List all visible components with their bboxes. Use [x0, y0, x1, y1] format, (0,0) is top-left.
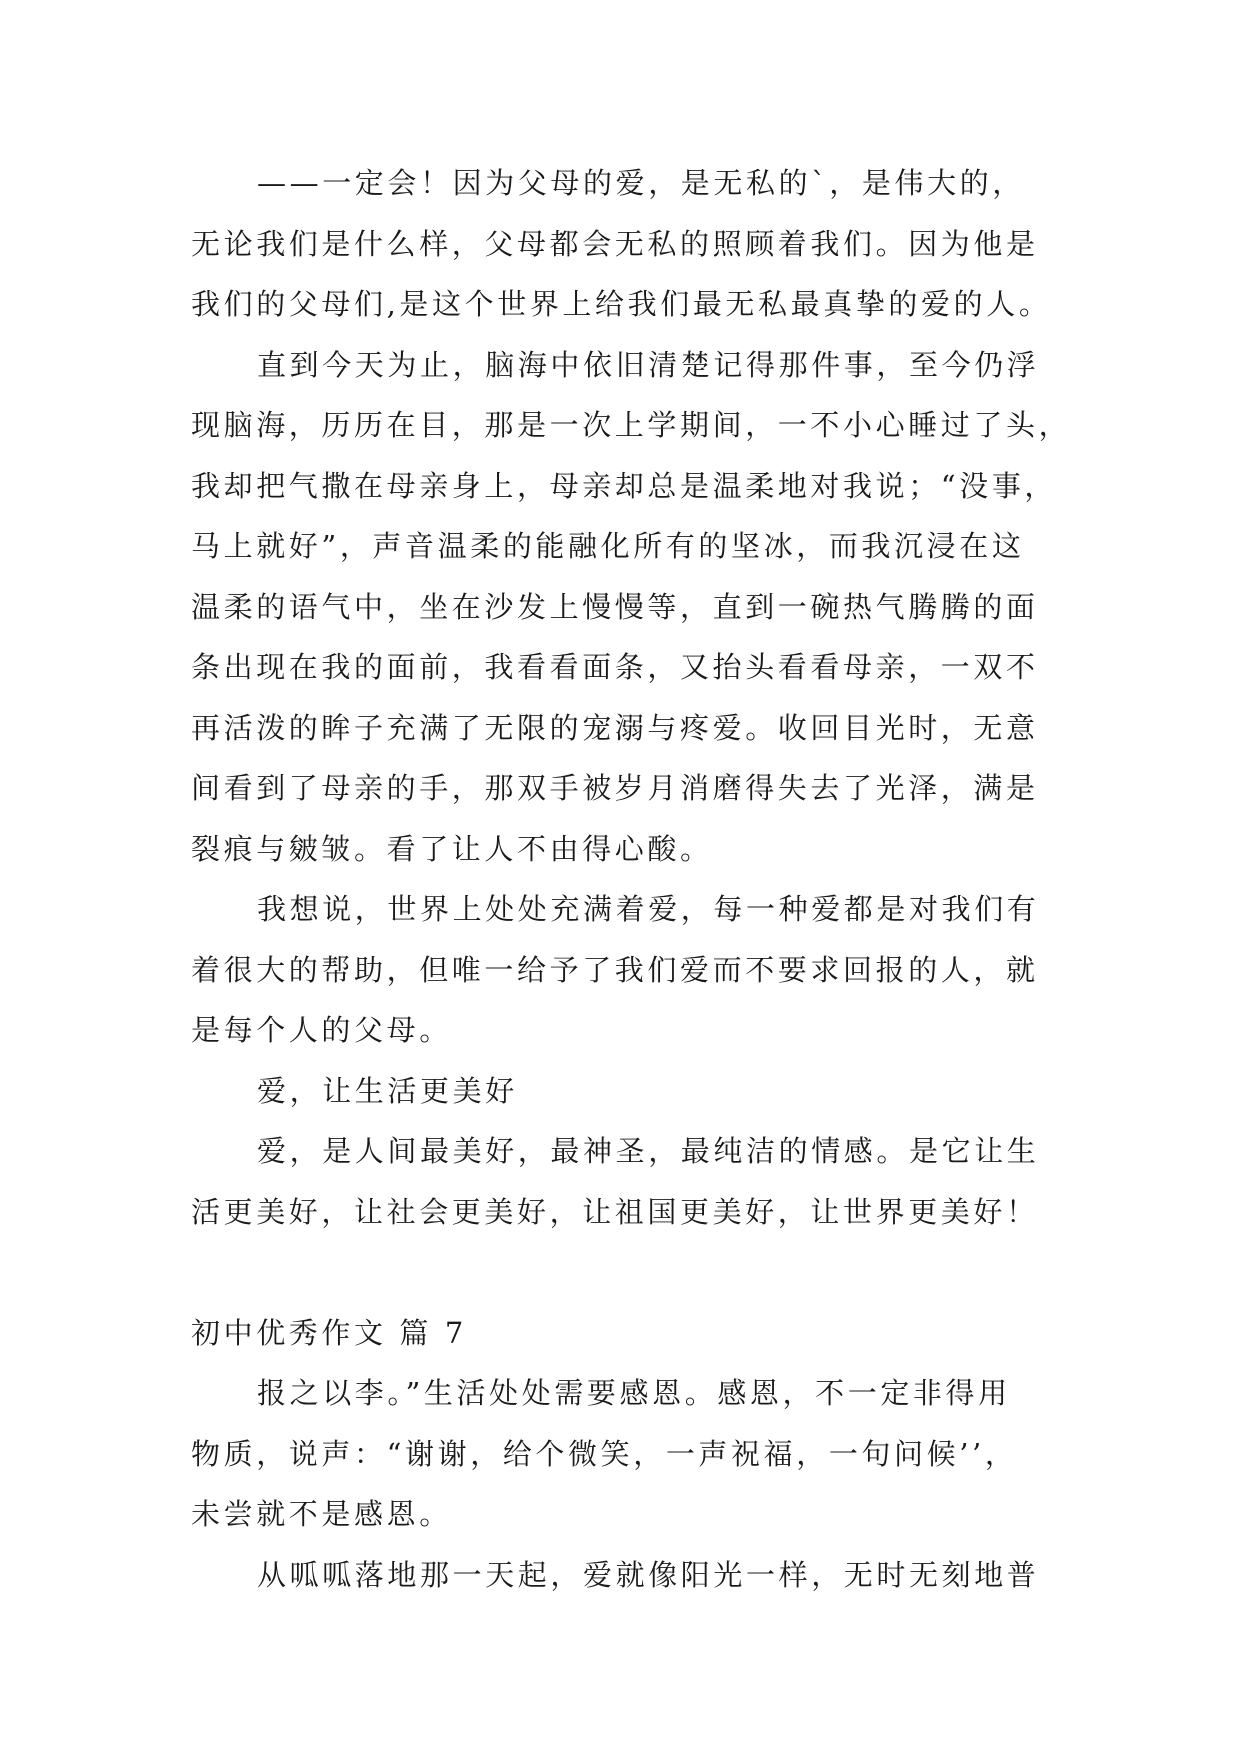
paragraph-line: 条出现在我的面前，我看看面条，又抬头看看母亲，一双不 [191, 650, 1039, 684]
paragraph-line: 着很大的帮助，但唯一给予了我们爱而不要求回报的人，就 [191, 952, 1039, 987]
paragraph-line: 从呱呱落地那一天起，爱就像阳光一样，无时无刻地普 [257, 1557, 1040, 1592]
paragraph-line: 是每个人的父母。 [191, 1013, 452, 1047]
paragraph-line: ——一定会！因为父母的爱，是无私的`，是伟大的， [257, 166, 1025, 200]
paragraph-line: 无论我们是什么样，父母都会无私的照顾着我们。因为他是 [191, 226, 1039, 261]
paragraph-line: 裂痕与皴皱。看了让人不由得心酸。 [191, 831, 713, 866]
paragraph-line: 物质，说声：“谢谢，给个微笑，一声祝福，一句问候’’， [191, 1436, 1018, 1471]
paragraph-line: 再活泼的眸子充满了无限的宠溺与疼爱。收回目光时，无意 [191, 710, 1039, 745]
paragraph-line: 未尝就不是感恩。 [191, 1497, 452, 1531]
paragraph-line: 爱，是人间最美好，最神圣，最纯洁的情感。是它让生 [257, 1134, 1040, 1168]
section-heading: 初中优秀作文 篇 7 [191, 1315, 467, 1350]
paragraph-line: 间看到了母亲的手，那双手被岁月消磨得失去了光泽，满是 [191, 771, 1039, 805]
paragraph-line: 我却把气撒在母亲身上，母亲却总是温柔地对我说；“没事， [191, 468, 1058, 503]
paragraph-line: 我们的父母们,是这个世界上给我们最无私最真挚的爱的人。 [191, 287, 1052, 321]
paragraph-line: 直到今天为止，脑海中依旧清楚记得那件事，至今仍浮 [257, 347, 1040, 382]
paragraph-line: 报之以李。”生活处处需要感恩。感恩，不一定非得用 [257, 1376, 1011, 1410]
paragraph-line: 我想说，世界上处处充满着爱，每一种爱都是对我们有 [257, 892, 1040, 926]
document-body [191, 153, 1091, 1605]
paragraph-line: 温柔的语气中，坐在沙发上慢慢等，直到一碗热气腾腾的面 [191, 589, 1039, 624]
paragraph-line: 现脑海，历历在目，那是一次上学期间，一不小心睡过了头， [191, 408, 1072, 442]
paragraph-line: 活更美好，让社会更美好，让祖国更美好，让世界更美好！ [191, 1194, 1039, 1229]
paragraph-line: 马上就好”，声音温柔的能融化所有的坚冰，而我沉浸在这 [191, 529, 1025, 563]
blank-line [191, 1242, 1091, 1303]
subheading-line: 爱，让生活更美好 [257, 1073, 518, 1108]
